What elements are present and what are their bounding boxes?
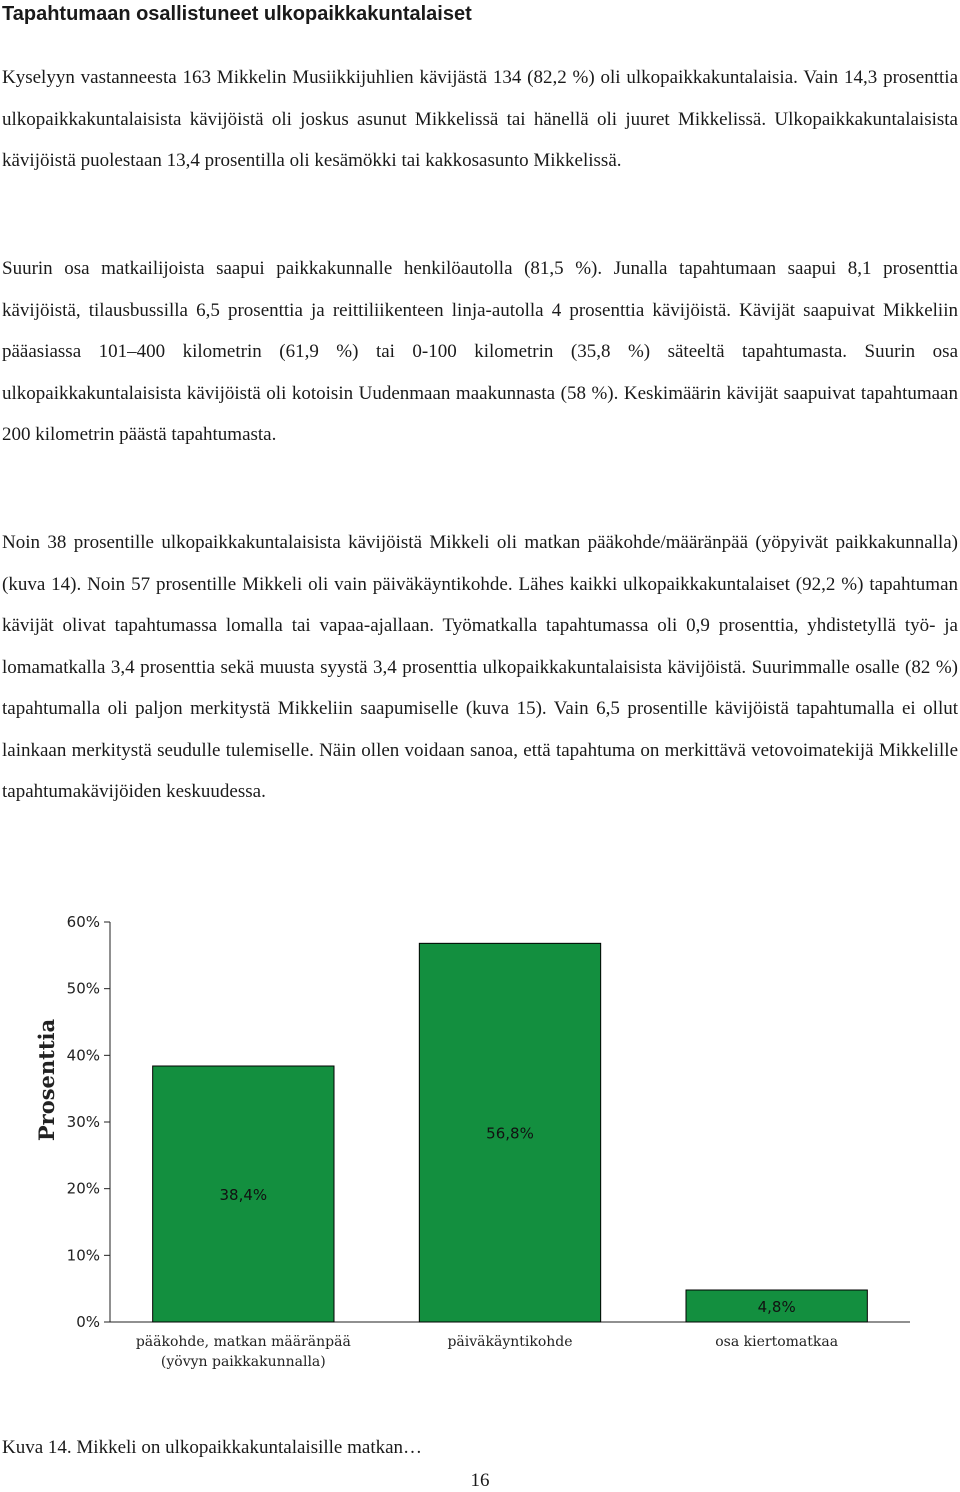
figure-caption: Kuva 14. Mikkeli on ulkopaikkakuntalaisille matkan…: [2, 1437, 423, 1458]
x-category-label: (yövyn paikkakunnalla): [160, 1354, 326, 1370]
y-tick-label: 20%: [66, 1179, 100, 1198]
x-category-label: päiväkäyntikohde: [447, 1334, 573, 1350]
body-paragraph: Noin 38 prosentille ulkopaikkakuntalaisista kävijöistä Mikkeli oli matkan pääkohde/määränpää (yöpyivät paikkakunnalla) (kuva 14). Noin 57 prosentille Mikkeli oli vain päiväkäyntikohde. Lähes kaikki ulkopaikkakuntalaiset (92,2 %) tapahtuman kävijät olivat tapahtumassa lomalla tai vapaa-ajallaan. Työmatkalla tapahtumassa oli 0,9 prosenttia, yhdistetyllä työ- ja lomamatkalla 3,4 prosenttia sekä muusta syystä 3,4 prosenttia ulkopaikkakuntalaisista kävijöistä. Suurimmalle osalle (82 %) tapahtumalla oli paljon merkitystä Mikkeliin saapumiselle (kuva 15). Vain 6,5 prosentille kävijöistä tapahtumalla ei ollut lainkaan merkitystä seudulle tulemiselle. Näin ollen voidaan sanoa, että tapahtuma on merkittävä vetovoimatekijä Mikkelille tapahtumakävijöiden keskuudessa.: [2, 532, 958, 802]
body-paragraph: Kyselyyn vastanneesta 163 Mikkelin Musiikkijuhlien kävijästä 134 (82,2 %) oli ulkopaikkakuntalaisia. Vain 14,3 prosenttia ulkopaikkakuntalaisista kävijöistä oli joskus asunut Mikkelissä tai hänellä oli juuret Mikkelissä. Ulkopaikkakuntalaisista kävijöistä puolestaan 13,4 prosentilla oli kesämökki tai kakkosasunto Mikkelissä.: [2, 67, 958, 171]
x-category-label: osa kiertomatkaa: [715, 1334, 839, 1350]
y-tick-label: 10%: [66, 1246, 100, 1265]
x-category-label: pääkohde, matkan määränpää: [135, 1334, 351, 1350]
y-tick-label: 50%: [66, 979, 100, 998]
bar-value-label: 4,8%: [757, 1298, 796, 1316]
y-tick-label: 40%: [66, 1046, 100, 1065]
bar-value-label: 56,8%: [486, 1124, 534, 1143]
y-tick-label: 30%: [66, 1113, 100, 1131]
y-tick-label: 60%: [66, 913, 100, 931]
y-axis-label: Prosenttia: [34, 1018, 59, 1142]
body-paragraph: Suurin osa matkailijoista saapui paikkakunnalle henkilöautolla (81,5 %). Junalla tapahtumaan saapui 8,1 prosenttia kävijöistä, tilausbussilla 6,5 prosenttia ja reittiliikenteen linja-autolla 4 prosenttia kävijöistä. Kävijät saapuivat Mikkeliin pääasiassa 101–400 kilometrin (61,9 %) tai 0-100 kilometrin (35,8 %) säteeltä tapahtumasta. Suurin osa ulkopaikkakuntalaisista kävijöistä oli kotoisin Uudenmaan maakunnasta (58 %). Keskimäärin kävijät saapuivat tapahtumaan 200 kilometrin päästä tapahtumasta.: [2, 258, 958, 445]
page-title: Tapahtumaan osallistuneet ulkopaikkakuntalaiset: [2, 3, 472, 25]
y-tick-label: 0%: [76, 1313, 100, 1331]
page-number: 16: [470, 1470, 490, 1491]
bar-value-label: 38,4%: [219, 1186, 268, 1204]
bar-chart: [0, 880, 960, 1400]
